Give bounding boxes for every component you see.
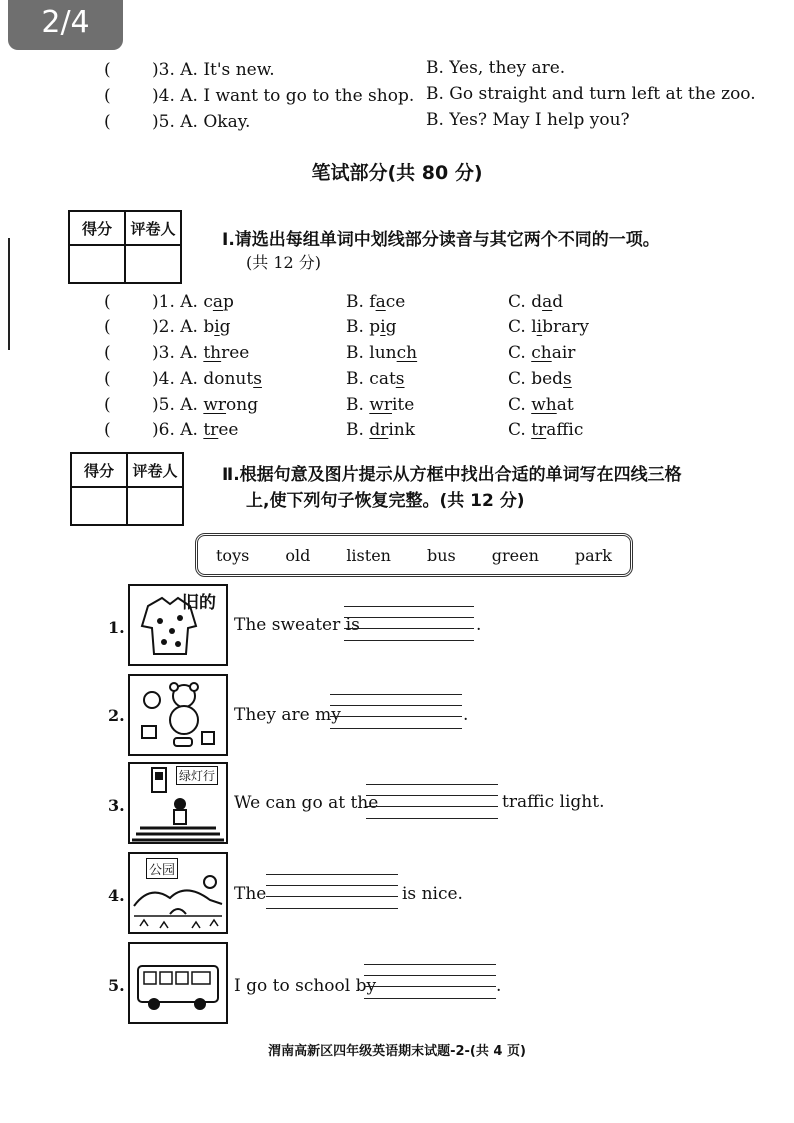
answer-lines[interactable]: [266, 872, 398, 912]
word-part: C. bed: [508, 369, 564, 389]
answer-lines[interactable]: [330, 692, 462, 732]
park-picture: [128, 852, 228, 934]
word-part: B. cat: [346, 369, 396, 389]
underlined-letters: wr: [369, 395, 392, 415]
word-bank-item: old: [285, 545, 311, 565]
underlined-letters: dr: [369, 420, 389, 440]
word-part: C.: [508, 343, 532, 363]
listening-option-a: )3. A. It's new.: [152, 60, 275, 80]
word-bank-item: green: [491, 545, 539, 565]
listening-paren: (: [104, 112, 111, 132]
underlined-letters: ch: [396, 343, 418, 363]
word-part: p: [223, 292, 234, 312]
word-part: )4. A.: [152, 369, 204, 389]
word-part: B. f: [346, 292, 376, 312]
listening-option-a: )5. A. Okay.: [152, 112, 251, 132]
listening-option-b: B. Yes, they are.: [426, 58, 566, 78]
underlined-letters: s: [253, 369, 262, 389]
listening-option-b: B. Yes? May I help you?: [426, 110, 630, 130]
answer-paren[interactable]: (: [104, 343, 111, 363]
word-part: B.: [346, 420, 370, 440]
word-part: donut: [203, 369, 254, 389]
sentence-after: is nice.: [402, 884, 463, 904]
option-b: [346, 420, 415, 440]
sentence-before: We can go at the: [234, 793, 379, 813]
word-part: b: [203, 317, 215, 337]
traffic-light-picture: [128, 762, 228, 844]
answer-paren[interactable]: (: [104, 317, 111, 337]
word-part: brary: [542, 317, 589, 337]
word-bank: [195, 533, 633, 577]
underlined-letters: i: [380, 317, 386, 337]
item-number: 1.: [108, 618, 125, 637]
picture-label: 旧的: [182, 593, 216, 613]
score-header: 得分: [71, 453, 127, 487]
word-part: g: [219, 317, 231, 337]
bus-picture: [128, 942, 228, 1024]
word-part: ite: [392, 395, 415, 415]
word-part: air: [551, 343, 576, 363]
page-footer: 渭南高新区四年级英语期末试题-2-(共 4 页): [268, 1044, 526, 1059]
word-part: )3. A.: [152, 343, 204, 363]
item-number: 5.: [108, 976, 125, 995]
underlined-letters: wh: [531, 395, 557, 415]
option-c: [508, 343, 575, 363]
underlined-letters: s: [563, 369, 572, 389]
sentence-before: I go to school by: [234, 976, 377, 996]
word-part: ong: [226, 395, 259, 415]
answer-paren[interactable]: (: [104, 292, 111, 312]
sentence-after: .: [463, 705, 469, 725]
option-a: [152, 343, 249, 363]
part2-title-line2: 上,使下列句子恢复完整。(共 12 分): [246, 491, 525, 511]
underlined-letters: a: [212, 292, 224, 312]
item-number: 3.: [108, 796, 125, 815]
option-b: [346, 395, 414, 415]
answer-lines[interactable]: [364, 962, 496, 1002]
sentence-before: They are my: [234, 705, 341, 725]
option-a: [152, 369, 262, 389]
option-c: [508, 317, 589, 337]
underlined-letters: i: [536, 317, 543, 337]
word-part: ree: [221, 343, 250, 363]
option-a: [152, 395, 258, 415]
word-bank-item: toys: [216, 545, 250, 565]
score-table-1: [68, 210, 182, 284]
underlined-letters: ch: [531, 343, 552, 363]
word-part: )6. A.: [152, 420, 204, 440]
toys-picture: [128, 674, 228, 756]
word-part: d: [552, 292, 564, 312]
sentence-after: .: [476, 615, 482, 635]
grader-header: 评卷人: [127, 453, 183, 487]
grader-header: 评卷人: [125, 211, 181, 245]
score-table-2: [70, 452, 184, 526]
option-b: [346, 317, 397, 337]
word-part: C. d: [508, 292, 543, 312]
part2-title: Ⅱ.根据句意及图片提示从方框中找出合适的单词写在四线三格: [222, 465, 682, 485]
word-bank-item: bus: [426, 545, 456, 565]
word-part: c: [203, 292, 213, 312]
picture-label: 公园: [146, 858, 178, 879]
option-a: [152, 420, 238, 440]
sentence-before: The sweater is: [234, 615, 360, 635]
score-header: 得分: [69, 211, 125, 245]
bus-icon: [130, 944, 226, 1024]
listening-paren: (: [104, 60, 111, 80]
option-c: [508, 292, 563, 312]
underlined-letters: a: [542, 292, 553, 312]
answer-lines[interactable]: [344, 604, 474, 644]
word-bank-item: park: [574, 545, 612, 565]
underlined-letters: i: [214, 317, 220, 337]
listening-paren: (: [104, 86, 111, 106]
underlined-letters: tr: [531, 420, 547, 440]
answer-paren[interactable]: (: [104, 395, 111, 415]
answer-lines[interactable]: [366, 782, 498, 822]
underlined-letters: tr: [203, 420, 219, 440]
word-part: C.: [508, 395, 532, 415]
word-part: g: [385, 317, 397, 337]
answer-paren[interactable]: (: [104, 369, 111, 389]
option-c: [508, 369, 572, 389]
item-number: 4.: [108, 886, 125, 905]
grader-cell[interactable]: [125, 245, 181, 283]
word-part: B.: [346, 395, 370, 415]
score-cell[interactable]: [69, 245, 125, 283]
binding-margin-line: [8, 238, 10, 350]
page-badge: 2/4: [8, 0, 123, 50]
option-c: [508, 395, 574, 415]
word-part: )5. A.: [152, 395, 204, 415]
sentence-after: traffic light.: [502, 792, 605, 812]
underlined-letters: th: [203, 343, 222, 363]
underlined-letters: wr: [203, 395, 227, 415]
listening-option-a: )4. A. I want to go to the shop.: [152, 86, 415, 106]
part1-points: (共 12 分): [246, 253, 322, 272]
option-b: [346, 292, 405, 312]
grader-cell[interactable]: [127, 487, 183, 525]
word-part: affic: [546, 420, 584, 440]
picture-label: 绿灯行: [176, 766, 218, 785]
sentence-after: .: [496, 976, 502, 996]
word-part: ee: [218, 420, 239, 440]
word-part: )1. A.: [152, 292, 204, 312]
word-part: B. p: [346, 317, 381, 337]
option-b: [346, 343, 417, 363]
teddy-bear-icon: [130, 676, 226, 754]
option-a: [152, 317, 231, 337]
option-c: [508, 420, 583, 440]
word-part: C.: [508, 420, 532, 440]
option-b: [346, 369, 405, 389]
word-part: C. l: [508, 317, 537, 337]
item-number: 2.: [108, 706, 125, 725]
word-part: )2. A.: [152, 317, 204, 337]
underlined-letters: a: [375, 292, 386, 312]
word-part: B. lun: [346, 343, 397, 363]
word-part: at: [556, 395, 574, 415]
word-bank-item: listen: [346, 545, 391, 565]
part1-title: Ⅰ.请选出每组单词中划线部分读音与其它两个不同的一项。: [222, 230, 660, 250]
section-title: 笔试部分(共 80 分): [311, 162, 483, 184]
sentence-before: The: [234, 884, 267, 904]
listening-option-b: B. Go straight and turn left at the zoo.: [426, 84, 756, 104]
word-part: ink: [388, 420, 416, 440]
sweater-picture: [128, 584, 228, 666]
answer-paren[interactable]: (: [104, 420, 111, 440]
option-a: [152, 292, 234, 312]
score-cell[interactable]: [71, 487, 127, 525]
word-part: ce: [385, 292, 406, 312]
underlined-letters: s: [395, 369, 405, 389]
